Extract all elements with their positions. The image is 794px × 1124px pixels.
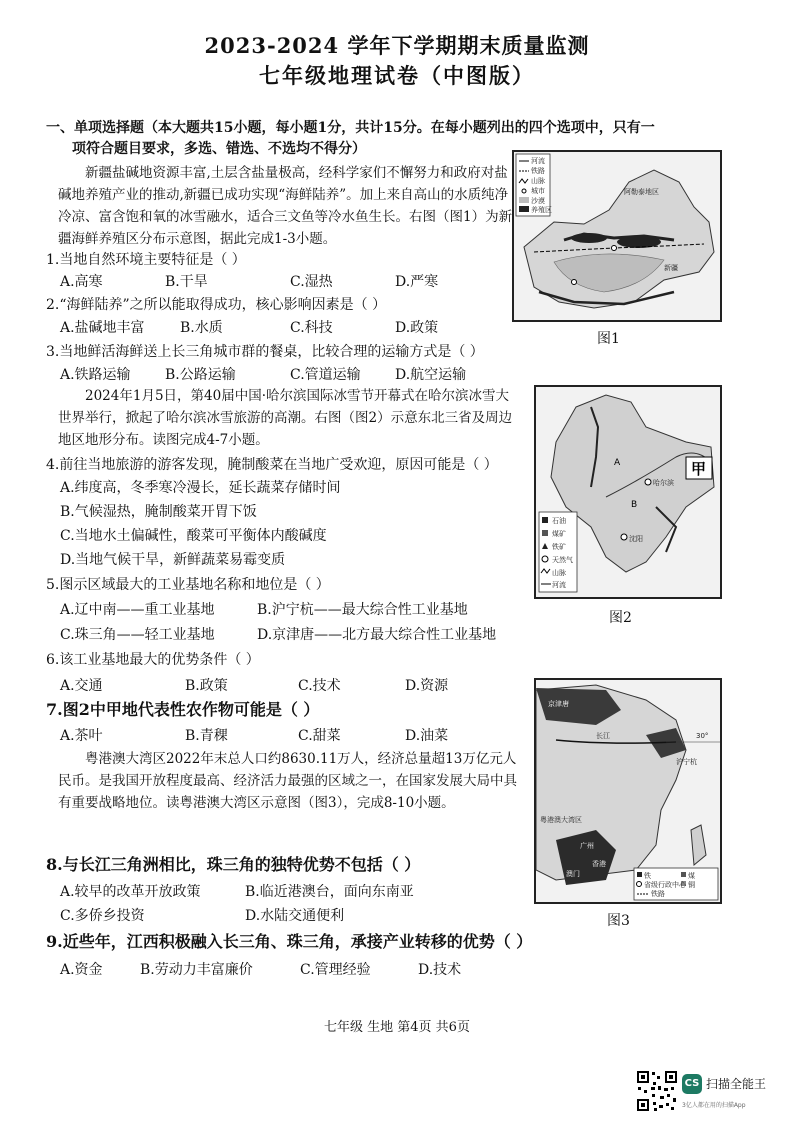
altay-label: 阿勒泰地区 bbox=[624, 188, 659, 196]
q5-option-b[interactable]: B.沪宁杭——最大综合性工业基地 bbox=[257, 602, 468, 618]
shenyang-label: 沈阳 bbox=[629, 535, 643, 543]
passage-harbin: 2024年1月5日，第40届中国·哈尔滨国际冰雪节开幕式在哈尔滨冰雪大世界举行，掀起了哈尔滨冰雪旅游的高潮。右图（图2）示意东北三省及周边地区地形分布。读图完成4-7小题。 bbox=[58, 388, 513, 448]
question-9-stem: 9.近些年，江西积极融入长三角、珠三角，承接产业转移的优势（ ） bbox=[46, 932, 533, 951]
legend-iron-label: 铁矿 bbox=[552, 543, 566, 551]
q3-option-b[interactable]: B.公路运输 bbox=[165, 367, 236, 383]
figure-2-svg bbox=[536, 387, 720, 597]
figure-2-northeast-map bbox=[534, 385, 722, 599]
legend-mountain-label: 山脉 bbox=[531, 177, 545, 185]
point-a-label: A bbox=[614, 458, 621, 468]
legend-coal-label: 煤矿 bbox=[552, 530, 566, 538]
camscanner-tagline: 3亿人都在用的扫描App bbox=[682, 1102, 746, 1109]
jia-label: 甲 bbox=[691, 460, 707, 478]
q3-option-c[interactable]: C.管道运输 bbox=[290, 367, 361, 383]
legend-gas-label: 天然气 bbox=[552, 556, 573, 564]
legend-capital-swatch bbox=[637, 882, 642, 887]
legend-iron-swatch bbox=[637, 872, 642, 877]
legend-coal-label: 煤 bbox=[688, 872, 695, 880]
q4-option-d[interactable]: D.当地气候干旱，新鲜蔬菜易霉变质 bbox=[60, 552, 286, 568]
qr-code-icon bbox=[636, 1070, 678, 1112]
legend-city-label: 城市 bbox=[531, 187, 545, 195]
legend-aquaculture-label: 养殖区 bbox=[531, 206, 552, 214]
question-1-stem: 1.当地自然环境主要特征是（ ） bbox=[46, 252, 246, 268]
shenyang-marker bbox=[621, 534, 627, 540]
q6-option-b[interactable]: B.政策 bbox=[185, 678, 228, 694]
q5-option-d[interactable]: D.京津唐——北方最大综合性工业基地 bbox=[257, 627, 497, 643]
legend-railway-label: 铁路 bbox=[531, 167, 545, 175]
q2-option-b[interactable]: B.水质 bbox=[180, 320, 223, 336]
q4-option-c[interactable]: C.当地水土偏碱性，酸菜可平衡体内酸碱度 bbox=[60, 528, 327, 544]
city-marker-2 bbox=[572, 280, 577, 285]
q4-option-a[interactable]: A.纬度高，冬季寒冷漫长，延长蔬菜存储时间 bbox=[60, 480, 341, 496]
passage-gba: 粤港澳大湾区2022年末总人口约8630.11万人，经济总量超13万亿元人民币。是我国开放程度最高、经济活力最强的区域之一，在国家发展大局中具有重要战略地位。读粤港澳大湾区示意图（图3），完成8-10小题。 bbox=[58, 751, 517, 811]
guangzhou-label: 广州 bbox=[580, 842, 594, 850]
question-4-stem: 4.前往当地旅游的游客发现，腌制酸菜在当地广受欢迎，原因可能是（ ） bbox=[46, 457, 498, 473]
latitude-30-label: 30° bbox=[696, 732, 709, 740]
passage-xinjiang: 新疆盐碱地资源丰富,土层含盐量极高，经科学家们不懈努力和政府对盐碱地养殖产业的推动,新疆已成功实现“海鲜陆养”。加上来自高山的水质纯净冷凉、富含饱和氧的冰雪融水，适合三文鱼等冷水鱼生长。右图（图1）为新疆海鲜养殖区分布示意图，据此完成1-3小题。 bbox=[58, 165, 513, 247]
section-heading-line2: 项符合题目要求，多选、错选、不选均不得分） bbox=[72, 141, 366, 157]
figure-1-xinjiang-map bbox=[512, 150, 722, 322]
figure-1-svg bbox=[514, 152, 720, 320]
q6-option-d[interactable]: D.资源 bbox=[405, 678, 449, 694]
legend-aquaculture-swatch bbox=[519, 206, 529, 212]
harbin-label: 哈尔滨 bbox=[653, 479, 674, 487]
legend-river-label: 河流 bbox=[552, 581, 566, 589]
yangtze-label: 长江 bbox=[596, 732, 610, 740]
exam-title: 2023-2024 学年下学期期末质量监测 bbox=[204, 33, 590, 58]
camscanner-name: 扫描全能王 bbox=[706, 1077, 767, 1091]
q9-option-c[interactable]: C.管理经验 bbox=[300, 962, 371, 978]
legend-desert-label: 沙漠 bbox=[531, 197, 545, 205]
legend-iron-label: 铁 bbox=[644, 872, 651, 880]
figure-3-gba-map bbox=[534, 678, 722, 904]
question-3-stem: 3.当地鲜活海鲜送上长三角城市群的餐桌，比较合理的运输方式是（ ） bbox=[46, 344, 484, 360]
q2-option-d[interactable]: D.政策 bbox=[395, 320, 439, 336]
q3-option-d[interactable]: D.航空运输 bbox=[395, 367, 467, 383]
macau-label: 澳门 bbox=[566, 870, 580, 878]
q1-option-d[interactable]: D.严寒 bbox=[395, 274, 439, 290]
section-heading-line1: 一、单项选择题（本大题共15小题，每小题1分，共计15分。在每小题列出的四个选项中，只有一 bbox=[46, 120, 655, 136]
figure-1-caption: 图1 bbox=[597, 331, 620, 347]
legend-coal-swatch bbox=[542, 530, 548, 536]
q3-option-a[interactable]: A.铁路运输 bbox=[60, 367, 131, 383]
gba-label: 粤港澳大湾区 bbox=[540, 816, 582, 824]
exam-subtitle: 七年级地理试卷（中图版） bbox=[259, 63, 535, 88]
q9-option-d[interactable]: D.技术 bbox=[418, 962, 462, 978]
page-footer: 七年级 生地 第4页 共6页 bbox=[324, 1020, 470, 1035]
q4-option-b[interactable]: B.气候湿热，腌制酸菜开胃下饭 bbox=[60, 504, 257, 520]
q7-option-c[interactable]: C.甜菜 bbox=[298, 728, 341, 744]
q6-option-a[interactable]: A.交通 bbox=[60, 678, 103, 694]
figure-2-caption: 图2 bbox=[609, 610, 632, 626]
question-8-stem: 8.与长江三角洲相比，珠三角的独特优势不包括（ ） bbox=[46, 855, 421, 874]
point-b-label: B bbox=[631, 500, 638, 510]
city-marker bbox=[612, 246, 617, 251]
q9-option-b[interactable]: B.劳动力丰富廉价 bbox=[140, 962, 253, 978]
question-2-stem: 2.“海鲜陆养”之所以能取得成功，核心影响因素是（ ） bbox=[46, 297, 387, 313]
q6-option-c[interactable]: C.技术 bbox=[298, 678, 341, 694]
legend-mountain-label: 山脉 bbox=[552, 569, 566, 577]
q7-option-a[interactable]: A.茶叶 bbox=[60, 728, 103, 744]
q8-option-b[interactable]: B.临近港澳台，面向东南亚 bbox=[245, 884, 414, 900]
q8-option-d[interactable]: D.水陆交通便利 bbox=[245, 908, 345, 924]
q7-option-b[interactable]: B.青稞 bbox=[185, 728, 228, 744]
legend-oil-swatch bbox=[542, 517, 548, 523]
legend-desert-swatch bbox=[519, 197, 529, 203]
q1-option-c[interactable]: C.湿热 bbox=[290, 274, 333, 290]
q1-option-a[interactable]: A.高寒 bbox=[60, 274, 103, 290]
q2-option-a[interactable]: A.盐碱地丰富 bbox=[60, 320, 145, 336]
q7-option-d[interactable]: D.油菜 bbox=[405, 728, 449, 744]
q8-option-c[interactable]: C.多侨乡投资 bbox=[60, 908, 145, 924]
question-7-stem: 7.图2中甲地代表性农作物可能是（ ） bbox=[46, 700, 320, 719]
legend-oil-label: 石油 bbox=[552, 517, 566, 525]
hongkong-label: 香港 bbox=[592, 860, 606, 868]
figure-3-caption: 图3 bbox=[607, 913, 630, 929]
q8-option-a[interactable]: A.较早的改革开放政策 bbox=[60, 884, 201, 900]
q9-option-a[interactable]: A.资金 bbox=[60, 962, 103, 978]
xinjiang-label: 新疆 bbox=[664, 264, 678, 272]
legend-capital-label: 省级行政中心 bbox=[644, 881, 686, 889]
harbin-marker bbox=[645, 479, 651, 485]
legend-river-label: 河流 bbox=[531, 157, 545, 165]
q1-option-b[interactable]: B.干旱 bbox=[165, 274, 208, 290]
q5-option-a[interactable]: A.辽中南——重工业基地 bbox=[60, 602, 215, 618]
legend-copper-label: 铜 bbox=[688, 881, 695, 889]
q2-option-c[interactable]: C.科技 bbox=[290, 320, 333, 336]
legend-city-swatch bbox=[522, 189, 526, 193]
camscanner-logo-icon: CS bbox=[682, 1074, 702, 1094]
figure-3-svg bbox=[536, 680, 720, 902]
aquaculture-area-1 bbox=[571, 233, 607, 243]
question-5-stem: 5.图示区域最大的工业基地名称和地位是（ ） bbox=[46, 577, 330, 593]
q5-option-c[interactable]: C.珠三角——轻工业基地 bbox=[60, 627, 215, 643]
hu-ning-hang-label: 沪宁杭 bbox=[676, 758, 697, 766]
jingjintang-label: 京津唐 bbox=[548, 700, 569, 708]
question-6-stem: 6.该工业基地最大的优势条件（ ） bbox=[46, 652, 260, 668]
legend-coal-swatch bbox=[681, 872, 686, 877]
legend-railway-label: 铁路 bbox=[651, 890, 665, 898]
